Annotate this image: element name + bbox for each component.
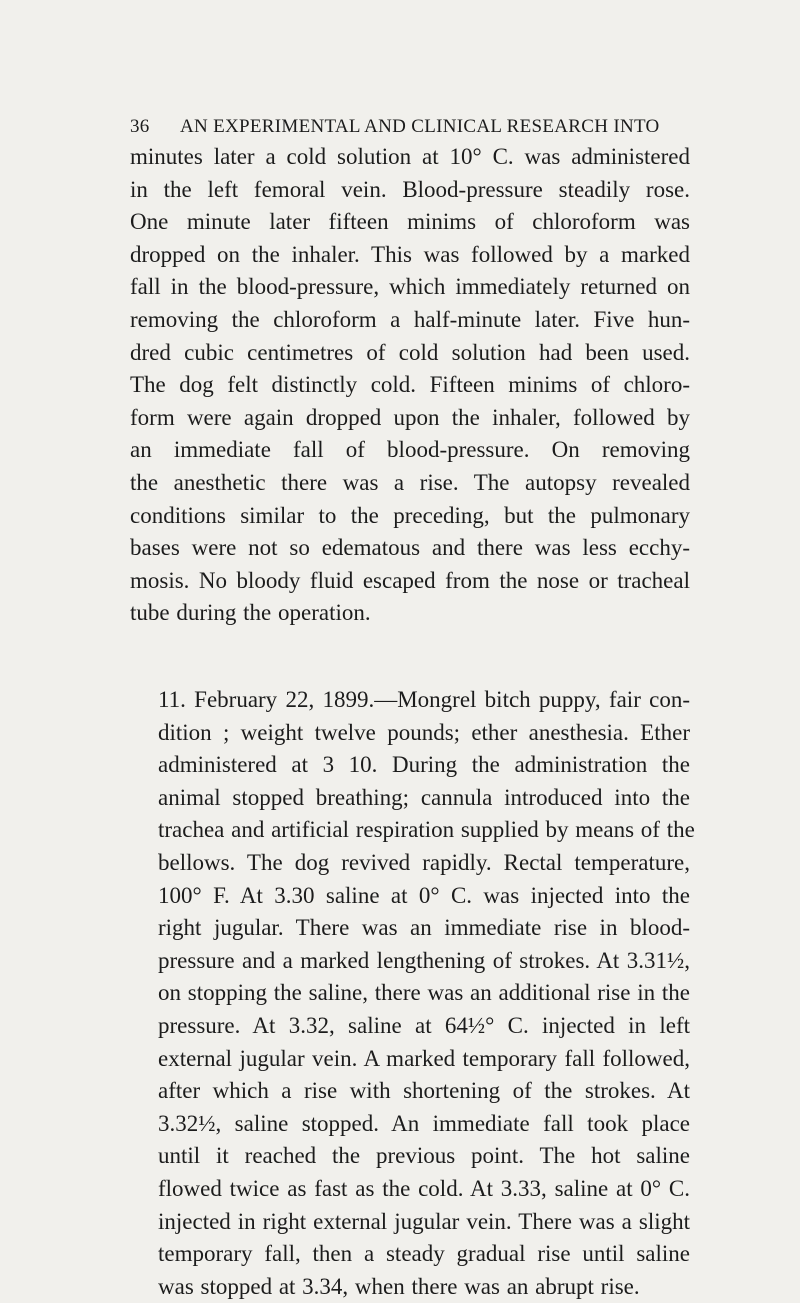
text-line: The dog felt distinctly cold. Fifteen minims of chloro-: [130, 372, 690, 398]
text-line: bellows. The dog revived rapidly. Rectal temperature,: [158, 849, 690, 875]
text-line: dition ; weight twelve pounds; ether anesthesia. Ether: [158, 719, 690, 745]
running-title: AN EXPERIMENTAL AND CLINICAL RESEARCH INTO: [180, 116, 660, 137]
text-line: removing the chloroform a half-minute later. Five hun-: [130, 306, 690, 332]
text-line: mosis. No bloody fluid escaped from the nose or tracheal: [130, 567, 690, 593]
text-line: temporary fall, then a steady gradual rise until saline: [158, 1241, 690, 1267]
text-line: bases were not so edematous and there was less ecchy-: [130, 535, 690, 561]
paragraph-experiment-11: [130, 684, 695, 1303]
text-line: form were again dropped upon the inhaler, followed by: [130, 404, 690, 430]
text-line: an immediate fall of blood-pressure. On removing: [130, 437, 690, 463]
text-line: pressure. At 3.32, saline at 64½° C. injected in left: [158, 1012, 690, 1038]
text-line: was stopped at 3.34, when there was an abrupt rise.: [158, 1273, 640, 1299]
text-line: injected in right external jugular vein. There was a slight: [158, 1208, 690, 1234]
text-line: external jugular vein. A marked temporary fall followed,: [158, 1045, 690, 1071]
text-line: trachea and artificial respiration supplied by means of the: [158, 817, 695, 843]
text-line: dropped on the inhaler. This was followed by a marked: [130, 241, 690, 267]
text-line: on stopping the saline, there was an additional rise in the: [158, 980, 690, 1006]
text-line: animal stopped breathing; cannula introduced into the: [158, 784, 690, 810]
text-line: dred cubic centimetres of cold solution had been used.: [130, 339, 690, 365]
text-line: fall in the blood-pressure, which immediately returned on: [130, 274, 690, 300]
text-line: until it reached the previous point. The hot saline: [158, 1143, 690, 1169]
text-line: 11. February 22, 1899.—Mongrel bitch puppy, fair con-: [158, 687, 690, 712]
text-line: the anesthetic there was a rise. The autopsy revealed: [130, 469, 690, 495]
text-line: 100° F. At 3.30 saline at 0° C. was injected into the: [158, 882, 690, 908]
text-line: after which a rise with shortening of the strokes. At: [158, 1078, 690, 1104]
text-line: administered at 3 10. During the administration the: [158, 752, 690, 778]
text-line: conditions similar to the preceding, but the pulmonary: [130, 502, 690, 528]
text-line: 3.32½, saline stopped. An immediate fall took place: [158, 1110, 690, 1136]
page-number: 36: [130, 116, 150, 137]
text-line: flowed twice as fast as the cold. At 3.33, saline at 0° C.: [158, 1175, 690, 1201]
text-line: One minute later fifteen minims of chloroform was: [130, 209, 690, 235]
text-line: tube during the operation.: [130, 600, 371, 626]
text-line: pressure and a marked lengthening of strokes. At 3.31½,: [158, 947, 690, 973]
text-line: in the left femoral vein. Blood-pressure steadily rose.: [130, 176, 690, 202]
text-line: right jugular. There was an immediate rise in blood-: [158, 915, 690, 941]
paragraph-continued: [130, 141, 690, 630]
text-line: minutes later a cold solution at 10° C. was administered: [130, 144, 690, 169]
running-head: [130, 114, 690, 140]
